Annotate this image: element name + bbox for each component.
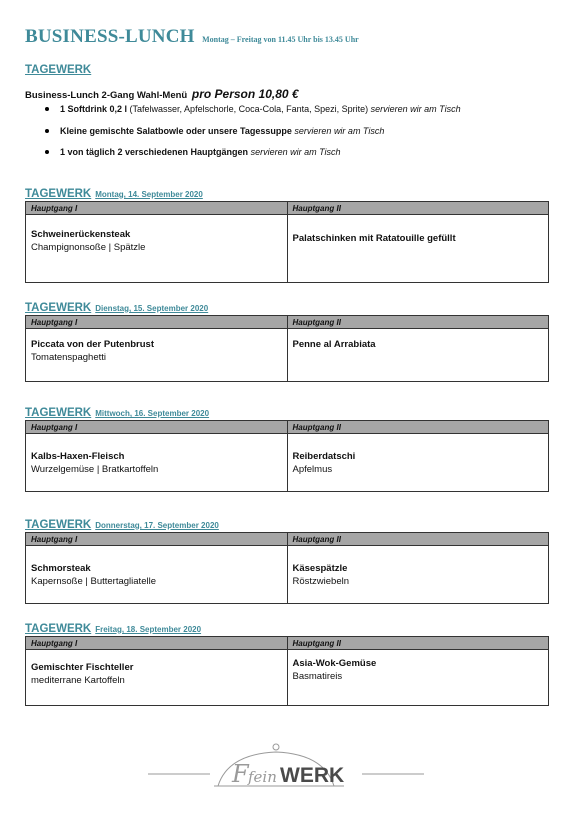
column-header: Hauptgang II bbox=[287, 202, 549, 215]
main-course-2 bbox=[287, 215, 549, 283]
page-title bbox=[25, 26, 359, 48]
item-bold: 1 Softdrink 0,2 l bbox=[60, 104, 128, 114]
menu-table bbox=[25, 315, 549, 382]
day-date: Montag, 14. September 2020 bbox=[95, 190, 203, 199]
day-heading bbox=[25, 515, 549, 529]
column-header: Hauptgang II bbox=[287, 637, 549, 650]
logo-word: WERK bbox=[280, 764, 345, 787]
column-header: Hauptgang I bbox=[26, 421, 288, 434]
dish-name: Gemischter Fischteller bbox=[31, 662, 134, 673]
day-heading bbox=[25, 184, 549, 198]
dish-name: Schmorsteak bbox=[31, 563, 91, 574]
title-hours: Montag – Freitag von 11.45 Uhr bis 13.45 Uhr bbox=[202, 35, 359, 44]
main-course-1 bbox=[26, 434, 288, 492]
day-date: Mittwoch, 16. September 2020 bbox=[95, 409, 210, 418]
item-bold: 1 von täglich 2 verschiedenen Hauptgängen bbox=[60, 147, 249, 157]
column-header: Hauptgang II bbox=[287, 316, 549, 329]
dish-side: Basmatireis bbox=[292, 671, 343, 682]
day-section-tuesday bbox=[25, 298, 549, 363]
offer-line bbox=[25, 87, 299, 101]
logo-script: fein bbox=[248, 768, 277, 786]
main-course-2 bbox=[287, 650, 549, 706]
dish-name: Piccata von der Putenbrust bbox=[31, 339, 155, 350]
offer-price: pro Person 10,80 € bbox=[191, 87, 299, 101]
item-note: servieren wir am Tisch bbox=[370, 104, 461, 114]
list-item bbox=[25, 103, 555, 125]
main-course-2 bbox=[287, 329, 549, 382]
list-item bbox=[25, 146, 555, 168]
column-header: Hauptgang I bbox=[26, 533, 288, 546]
day-heading bbox=[25, 619, 549, 633]
dish-side: Wurzelgemüse | Bratkartoffeln bbox=[31, 464, 159, 475]
dish-side: Röstzwiebeln bbox=[292, 576, 349, 587]
dish-name: Palatschinken mit Ratatouille gefüllt bbox=[292, 233, 456, 244]
day-date: Freitag, 18. September 2020 bbox=[95, 625, 202, 634]
cloche-logo-icon bbox=[148, 740, 424, 800]
dish-name: Käsespätzle bbox=[292, 563, 348, 574]
offer-text: Business-Lunch 2-Gang Wahl-Menü bbox=[25, 90, 188, 101]
list-item bbox=[25, 125, 555, 147]
column-header: Hauptgang I bbox=[26, 637, 288, 650]
dish-name: Reiberdatschi bbox=[292, 451, 356, 462]
item-bold: Kleine gemischte Salatbowle oder unsere Tagessuppe bbox=[60, 125, 292, 136]
main-course-2 bbox=[287, 546, 549, 604]
day-date: Donnerstag, 17. September 2020 bbox=[95, 521, 219, 530]
dish-name: Penne al Arrabiata bbox=[292, 339, 376, 350]
day-section-friday bbox=[25, 619, 549, 686]
day-section-thursday bbox=[25, 515, 549, 587]
column-header: Hauptgang II bbox=[287, 421, 549, 434]
dish-side: Apfelmus bbox=[292, 464, 333, 475]
day-section-wednesday bbox=[25, 403, 549, 475]
column-header: Hauptgang I bbox=[26, 316, 288, 329]
day-heading-label: TAGEWERK bbox=[25, 188, 92, 200]
feinwerk-logo bbox=[148, 740, 424, 800]
item-note: servieren wir am Tisch bbox=[250, 147, 341, 157]
dish-side: Tomatenspaghetti bbox=[31, 352, 106, 363]
dish-name: Schweinerückensteak bbox=[31, 229, 131, 240]
day-heading-label: TAGEWERK bbox=[25, 407, 92, 419]
dish-name: Kalbs-Haxen-Fleisch bbox=[31, 451, 125, 462]
dish-side: Champignonsoße | Spätzle bbox=[31, 242, 146, 253]
main-course-1 bbox=[26, 215, 288, 283]
day-heading-label: TAGEWERK bbox=[25, 623, 92, 635]
title-text: BUSINESS-LUNCH bbox=[25, 26, 195, 47]
day-heading-label: TAGEWERK bbox=[25, 519, 92, 531]
main-course-1 bbox=[26, 650, 288, 706]
menu-table bbox=[25, 201, 549, 283]
tagewerk-heading: TAGEWERK bbox=[25, 64, 92, 76]
day-section-monday bbox=[25, 184, 549, 253]
day-date: Dienstag, 15. September 2020 bbox=[95, 304, 209, 313]
menu-table bbox=[25, 636, 549, 706]
day-heading-label: TAGEWERK bbox=[25, 302, 92, 314]
day-heading bbox=[25, 298, 549, 312]
included-items-list bbox=[25, 103, 555, 168]
column-header: Hauptgang II bbox=[287, 533, 549, 546]
main-course-2 bbox=[287, 434, 549, 492]
dish-side: Kapernsoße | Buttertagliatelle bbox=[31, 576, 156, 587]
dish-side: mediterrane Kartoffeln bbox=[31, 675, 125, 686]
column-header: Hauptgang I bbox=[26, 202, 288, 215]
dish-name: Asia-Wok-Gemüse bbox=[292, 658, 377, 669]
main-course-1 bbox=[26, 546, 288, 604]
main-course-1 bbox=[26, 329, 288, 382]
day-heading bbox=[25, 403, 549, 417]
menu-table bbox=[25, 532, 549, 604]
item-detail: (Tafelwasser, Apfelschorle, Coca-Cola, Fanta, Spezi, Sprite) bbox=[127, 104, 371, 114]
item-note: servieren wir am Tisch bbox=[294, 125, 385, 136]
logo-script-initial: F bbox=[232, 760, 249, 788]
menu-table bbox=[25, 420, 549, 492]
